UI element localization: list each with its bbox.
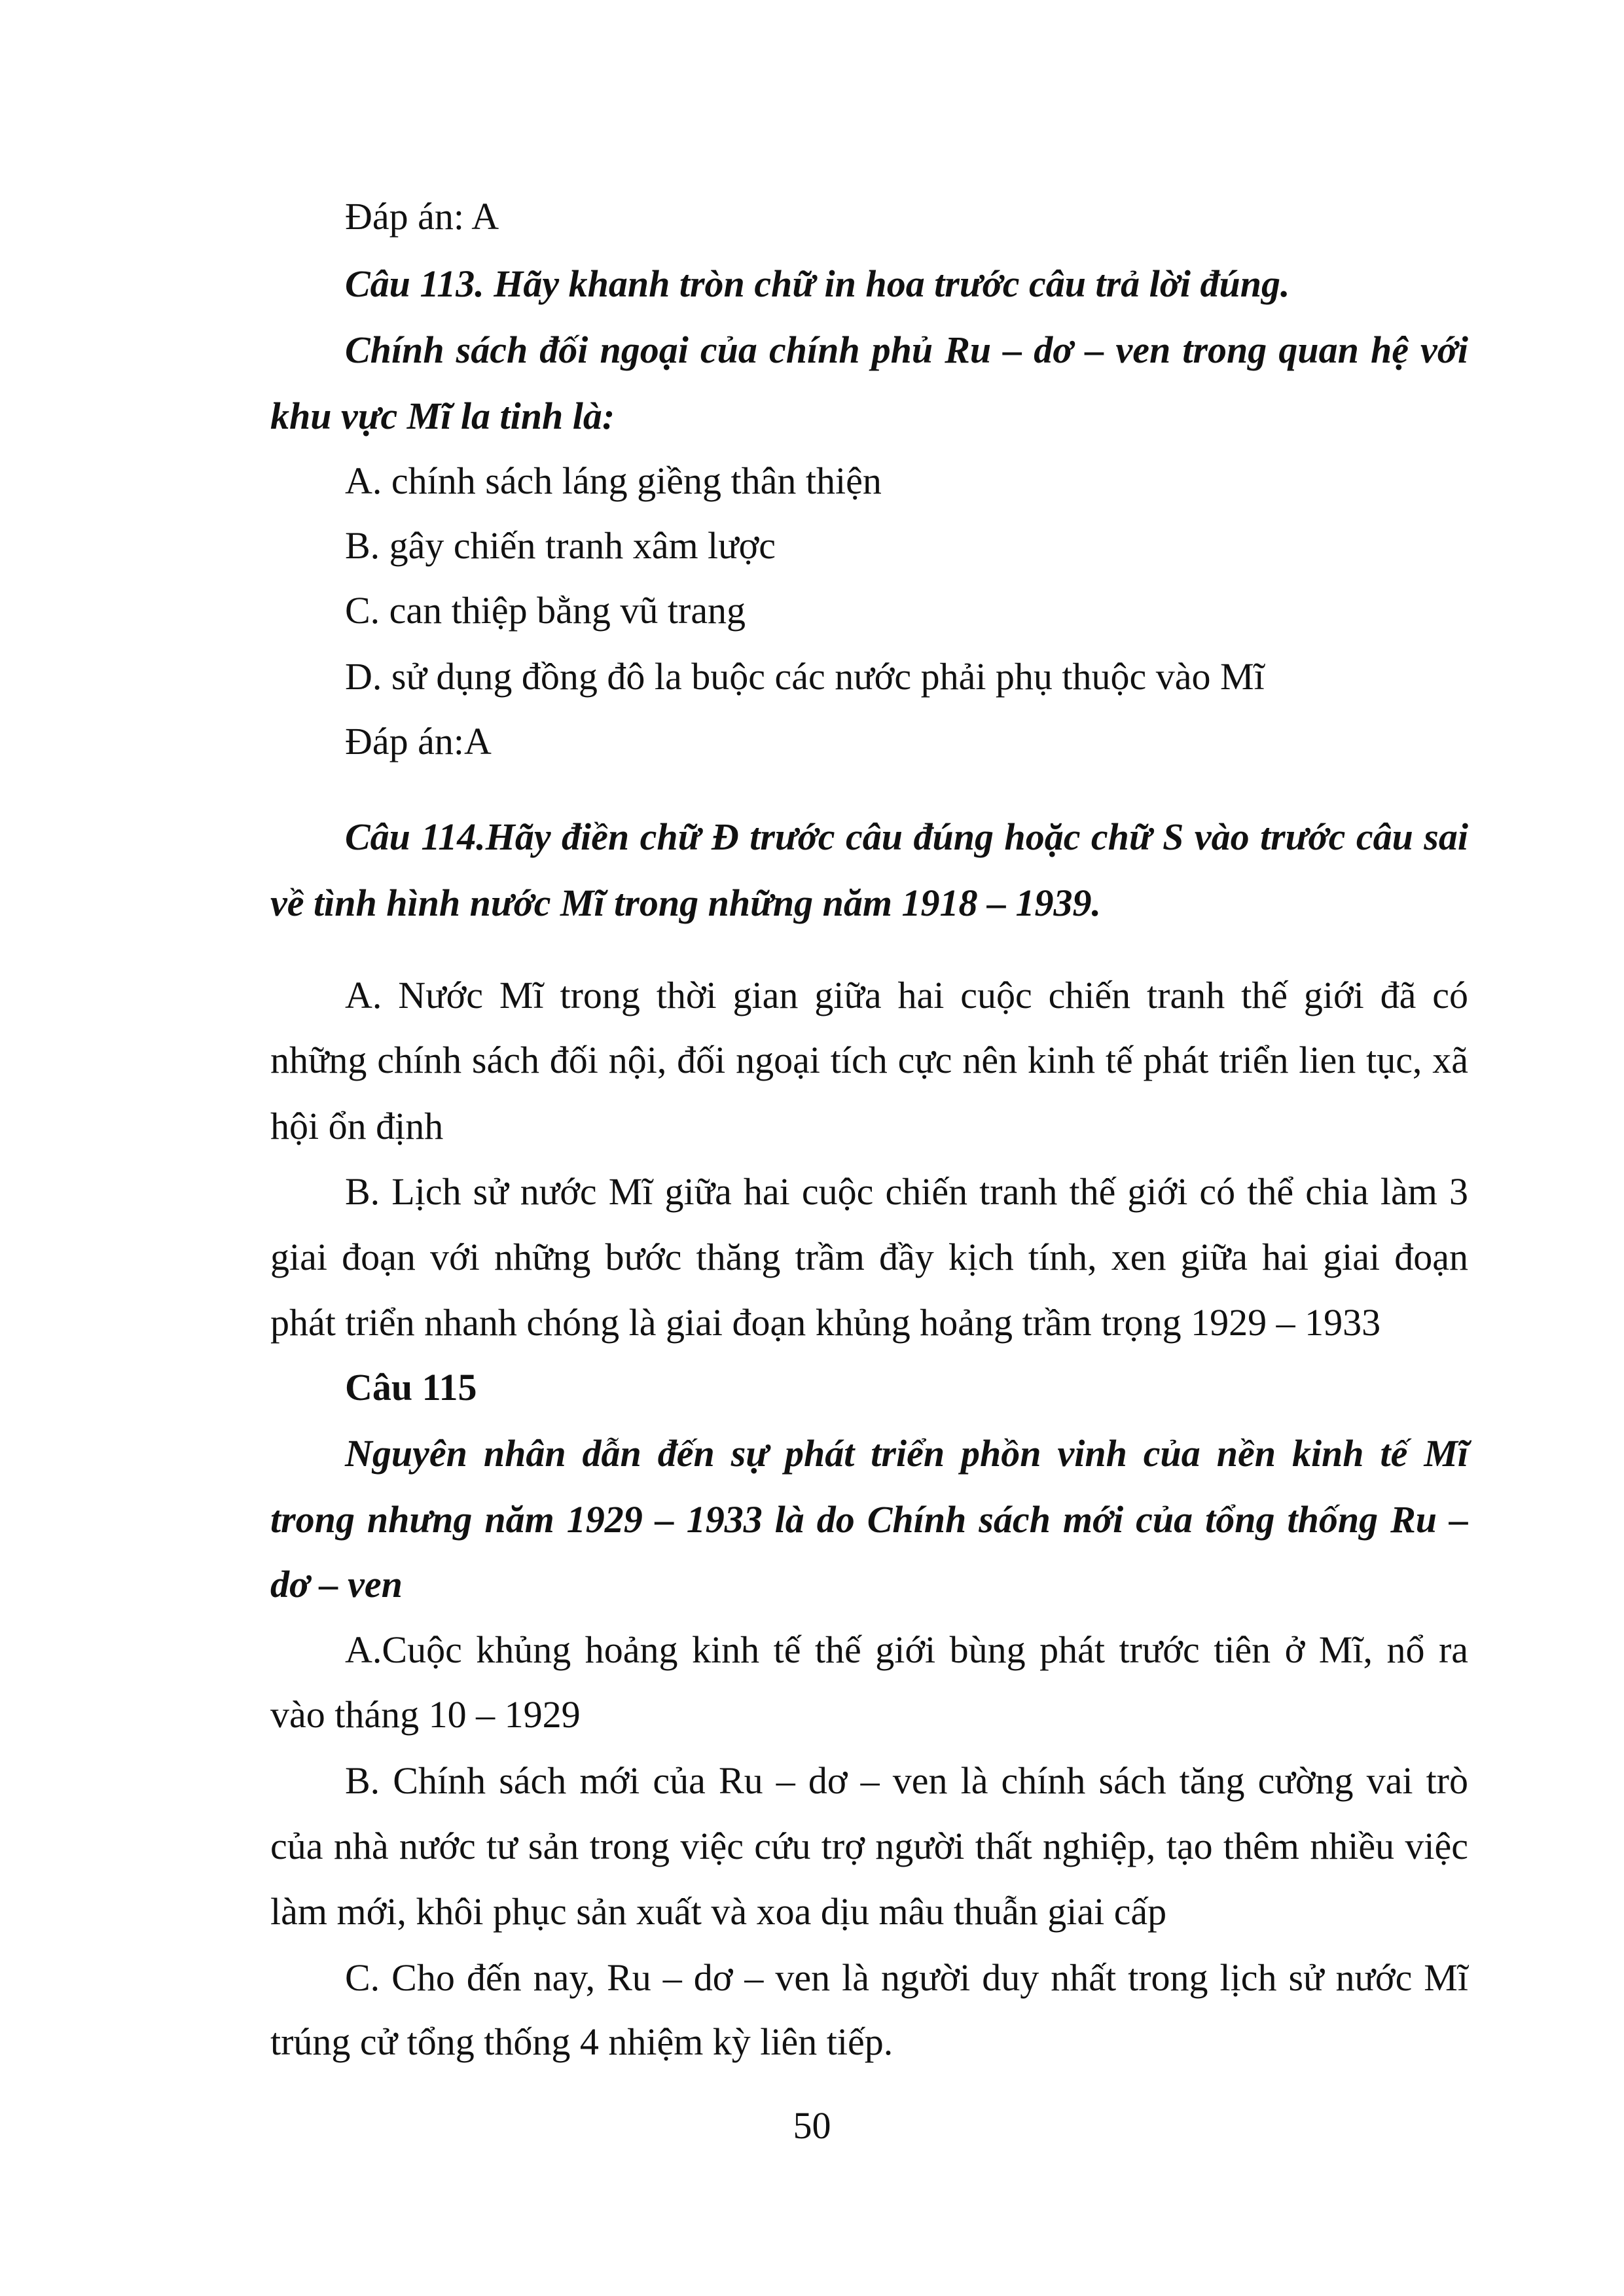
q113-answer: Đáp án:A	[345, 720, 492, 762]
q113-option-b: B. gây chiến tranh xâm lược	[345, 524, 776, 567]
q115-option-b-line-2: của nhà nước tư sản trong việc cứu trợ người thất nghiệp, tạo thêm nhiều việc	[270, 1825, 1468, 1867]
q114-statement-a-line-2: những chính sách đối nội, đối ngoại tích cực nên kinh tế phát triển lien tục, xã	[270, 1039, 1468, 1081]
q113-question-line-2: khu vực Mĩ la tinh là:	[270, 395, 615, 437]
q115-statement-line-1: Nguyên nhân dẫn đến sự phát triển phồn vinh của nền kinh tế Mĩ	[345, 1432, 1468, 1475]
q115-option-a-line-1: A.Cuộc khủng hoảng kinh tế thế giới bùng phát trước tiên ở Mĩ, nổ ra	[345, 1628, 1468, 1671]
q113-option-a: A. chính sách láng giềng thân thiện	[345, 459, 882, 502]
page-number: 50	[793, 2104, 831, 2147]
q114-statement-b-line-1: B. Lịch sử nước Mĩ giữa hai cuộc chiến tranh thế giới có thể chia làm 3	[345, 1170, 1468, 1213]
q115-option-b-line-1: B. Chính sách mới của Ru – dơ – ven là chính sách tăng cường vai trò	[345, 1759, 1468, 1802]
q114-statement-a-line-3: hội ổn định	[270, 1105, 444, 1147]
q115-option-c-line-2: trúng cử tổng thống 4 nhiệm kỳ liên tiếp.	[270, 2020, 893, 2063]
q113-option-c: C. can thiệp bằng vũ trang	[345, 589, 746, 632]
q115-option-b-line-3: làm mới, khôi phục sản xuất và xoa dịu mâu thuẫn giai cấp	[270, 1890, 1167, 1933]
q114-statement-b-line-3: phát triển nhanh chóng là giai đoạn khủng hoảng trầm trọng 1929 – 1933	[270, 1301, 1381, 1344]
q113-question-line-1: Chính sách đối ngoại của chính phủ Ru – dơ – ven trong quan hệ với	[345, 329, 1468, 371]
q113-option-d: D. sử dụng đồng đô la buộc các nước phải phụ thuộc vào Mĩ	[345, 655, 1265, 698]
q114-title-line-1: Câu 114.Hãy điền chữ Đ trước câu đúng hoặc chữ S vào trước câu sai	[345, 816, 1468, 858]
q115-title: Câu 115	[345, 1366, 477, 1408]
q113-title: Câu 113. Hãy khanh tròn chữ in hoa trước câu trả lời đúng.	[345, 262, 1290, 305]
q114-statement-a-line-1: A. Nước Mĩ trong thời gian giữa hai cuộc chiến tranh thế giới đã có	[345, 974, 1468, 1016]
q114-statement-b-line-2: giai đoạn với những bước thăng trầm đầy kịch tính, xen giữa hai giai đoạn	[270, 1236, 1468, 1278]
previous-answer: Đáp án: A	[345, 195, 499, 238]
q115-option-c-line-1: C. Cho đến nay, Ru – dơ – ven là người duy nhất trong lịch sử nước Mĩ	[345, 1956, 1468, 1999]
q115-statement-line-2: trong nhưng năm 1929 – 1933 là do Chính sách mới của tổng thống Ru –	[270, 1498, 1468, 1541]
q115-statement-line-3: dơ – ven	[270, 1563, 403, 1605]
q114-title-line-2: về tình hình nước Mĩ trong những năm 1918 – 1939.	[270, 882, 1102, 924]
q115-option-a-line-2: vào tháng 10 – 1929	[270, 1693, 581, 1736]
